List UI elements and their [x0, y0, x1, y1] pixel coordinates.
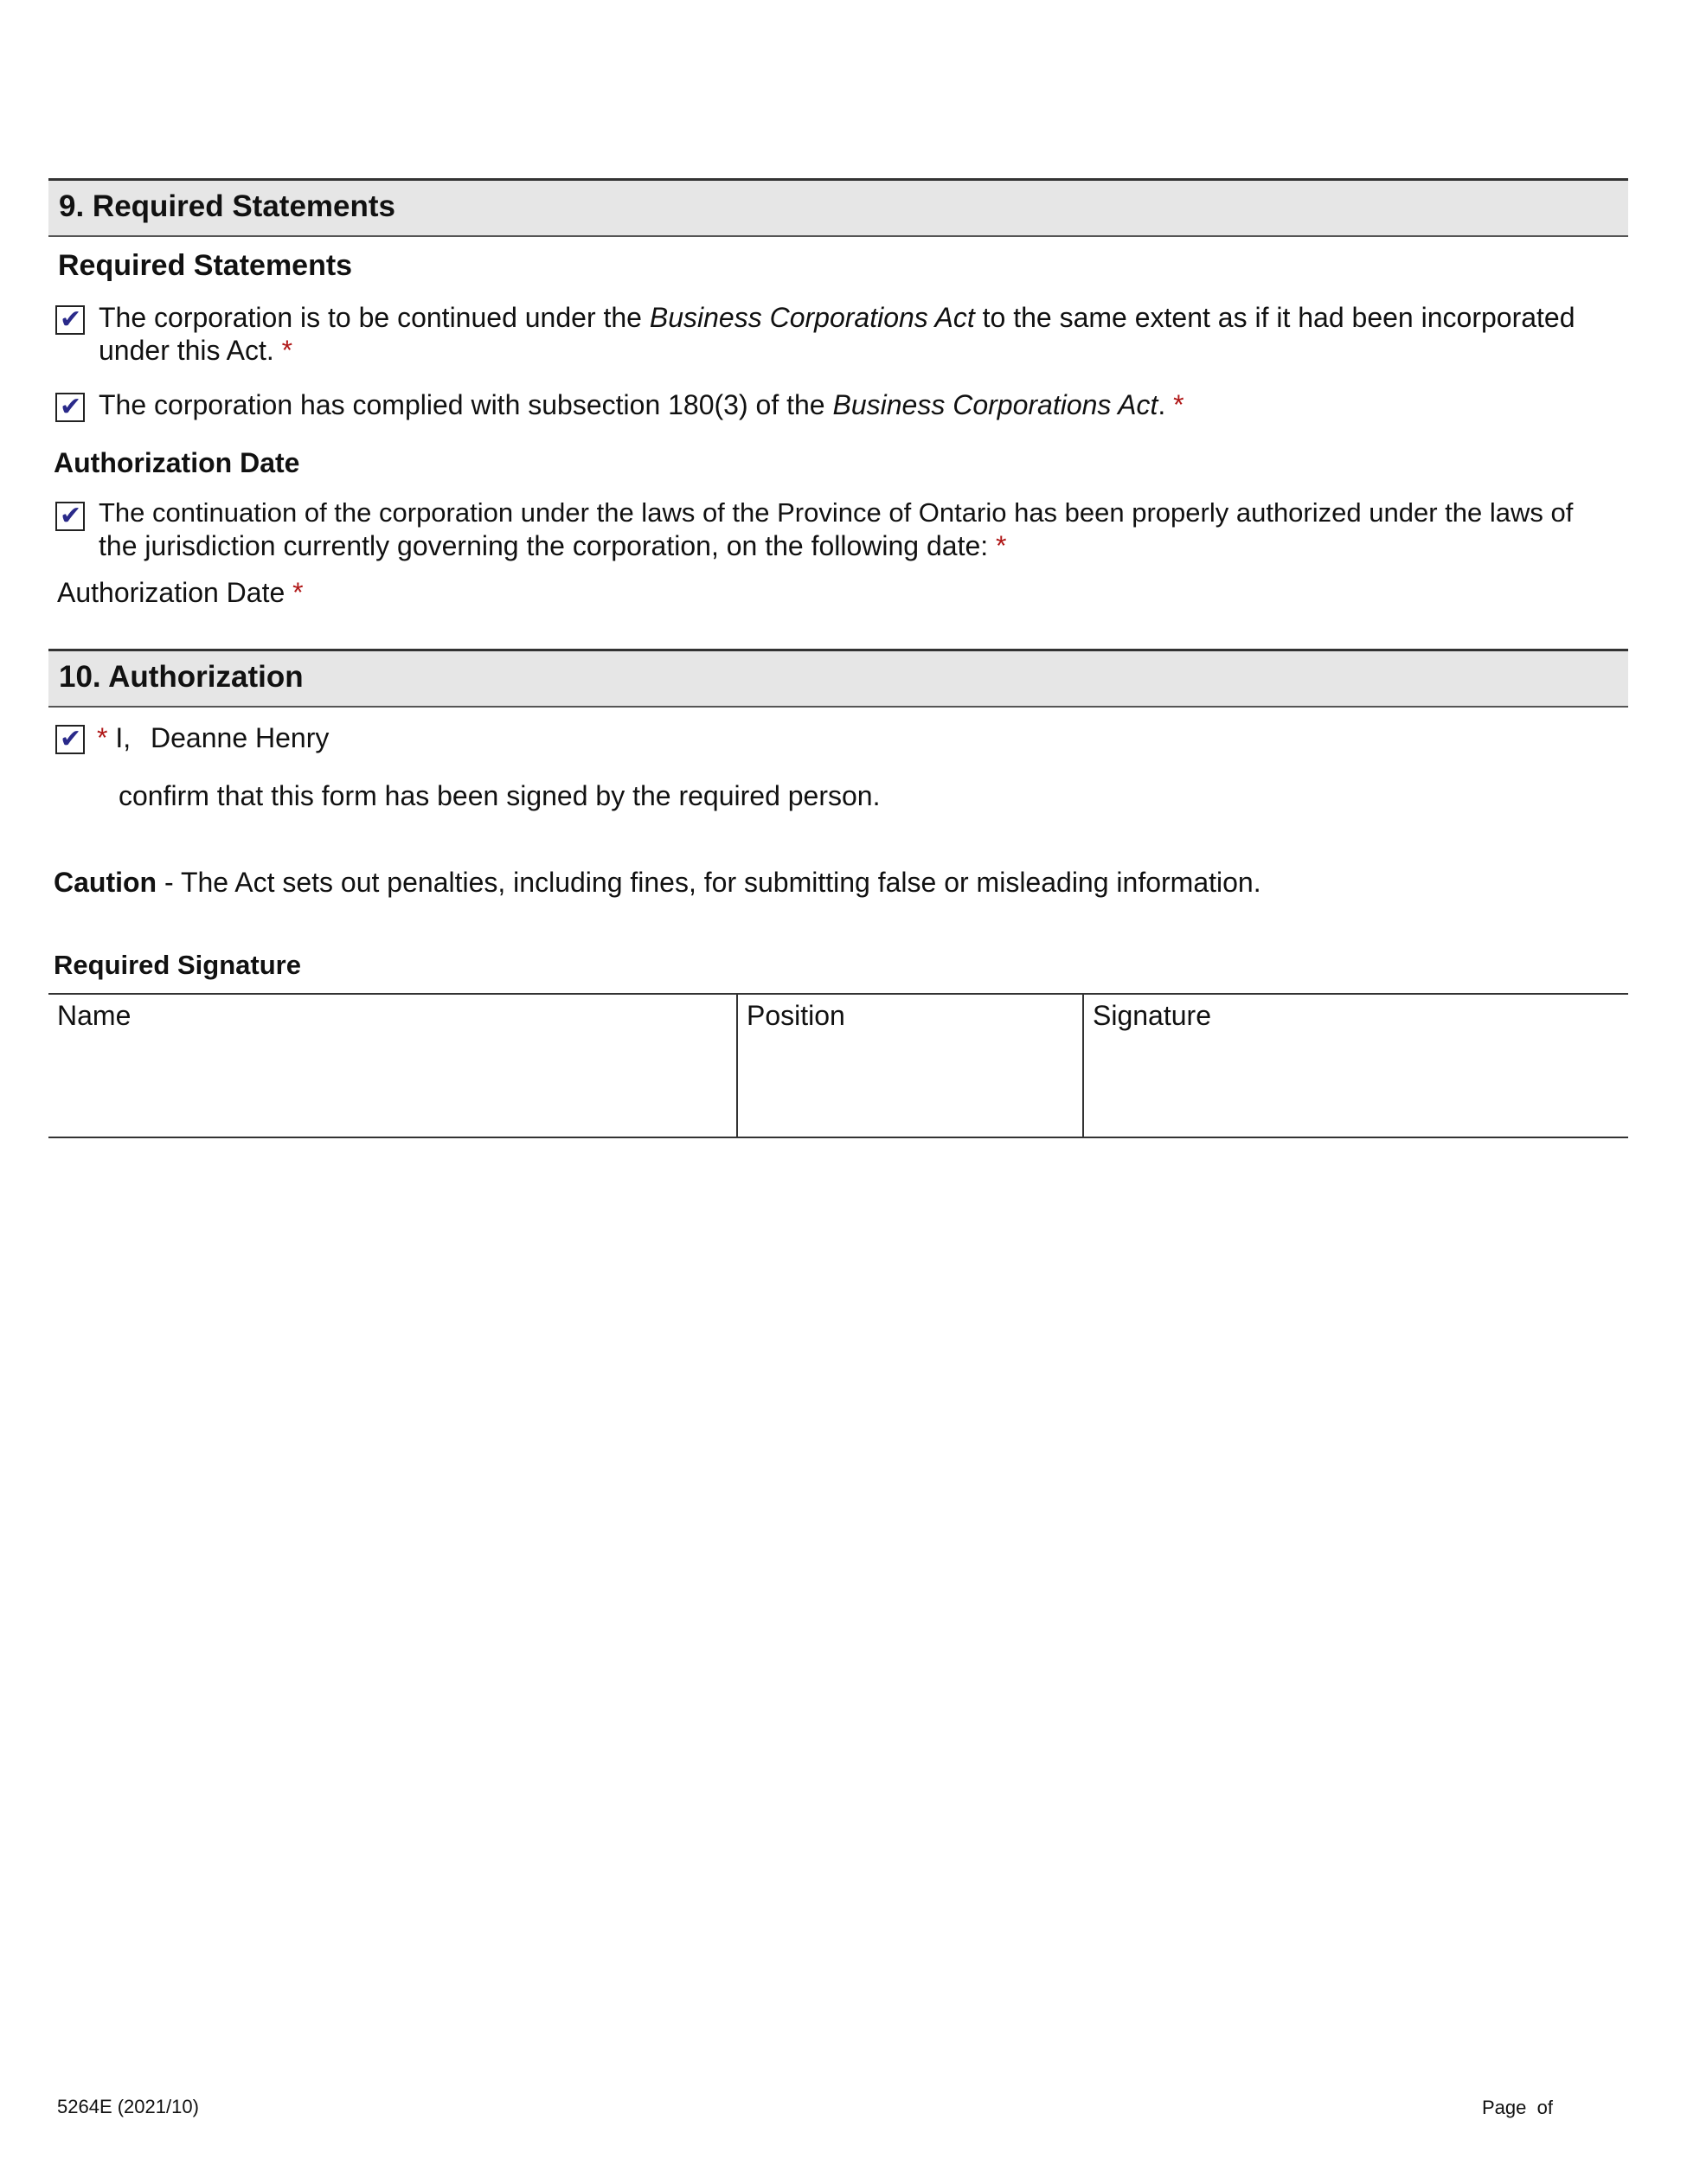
form-id: 5264E (2021/10) — [57, 2096, 199, 2117]
name-column — [48, 995, 738, 1137]
authorization-text-line2: the jurisdiction currently governing the corporation, on the following date: * — [99, 530, 1007, 561]
confirm-text: confirm that this form has been signed by the required person. — [119, 780, 881, 811]
required-asterisk: * — [97, 722, 108, 753]
caution-text: Caution - The Act sets out penalties, including fines, for submitting false or misleading information. — [54, 867, 1261, 898]
section-10-header — [48, 649, 1628, 708]
authorization-date-heading: Authorization Date — [54, 447, 300, 478]
required-asterisk: * — [292, 577, 304, 608]
checkmark-icon: ✔ — [60, 502, 82, 530]
checkmark-icon: ✔ — [60, 393, 82, 421]
checkmark-icon: ✔ — [60, 305, 82, 334]
statement-1-text-line2: under this Act. * — [99, 335, 293, 366]
signature-table — [48, 993, 1628, 1138]
authorization-confirm-checkbox[interactable] — [55, 725, 85, 754]
authorization-date-label: Authorization Date * — [57, 577, 304, 608]
statement-2-checkbox[interactable] — [55, 393, 85, 422]
position-column — [738, 995, 1084, 1137]
required-asterisk: * — [1173, 389, 1184, 420]
position-column-label: Position — [747, 1000, 845, 1031]
required-asterisk: * — [996, 530, 1007, 561]
name-column-label: Name — [57, 1000, 131, 1031]
statement-2-text: The corporation has complied with subsection 180(3) of the Business Corporations Act. * — [99, 389, 1184, 420]
required-signature-heading: Required Signature — [54, 950, 301, 980]
page-number: Page of — [1482, 2097, 1553, 2118]
authorization-person-line: * I, Deanne Henry — [97, 722, 330, 753]
checkmark-icon: ✔ — [60, 725, 82, 753]
person-name: Deanne Henry — [151, 722, 330, 753]
signature-column-label: Signature — [1093, 1000, 1211, 1031]
section-9-header — [48, 178, 1628, 237]
section-9-title: 9. Required Statements — [59, 189, 395, 223]
statement-1-text: The corporation is to be continued under the Business Corporations Act to the same extent as if it had been incorporated — [99, 302, 1575, 333]
required-statements-subtitle: Required Statements — [58, 249, 353, 282]
authorization-text-line1: The continuation of the corporation under the laws of the Province of Ontario has been properly authorized under the laws of — [99, 497, 1574, 528]
signature-column — [1084, 995, 1628, 1137]
authorization-checkbox[interactable] — [55, 502, 85, 531]
section-10-title: 10. Authorization — [59, 660, 304, 694]
required-asterisk: * — [281, 335, 293, 366]
statement-1-checkbox[interactable] — [55, 305, 85, 335]
